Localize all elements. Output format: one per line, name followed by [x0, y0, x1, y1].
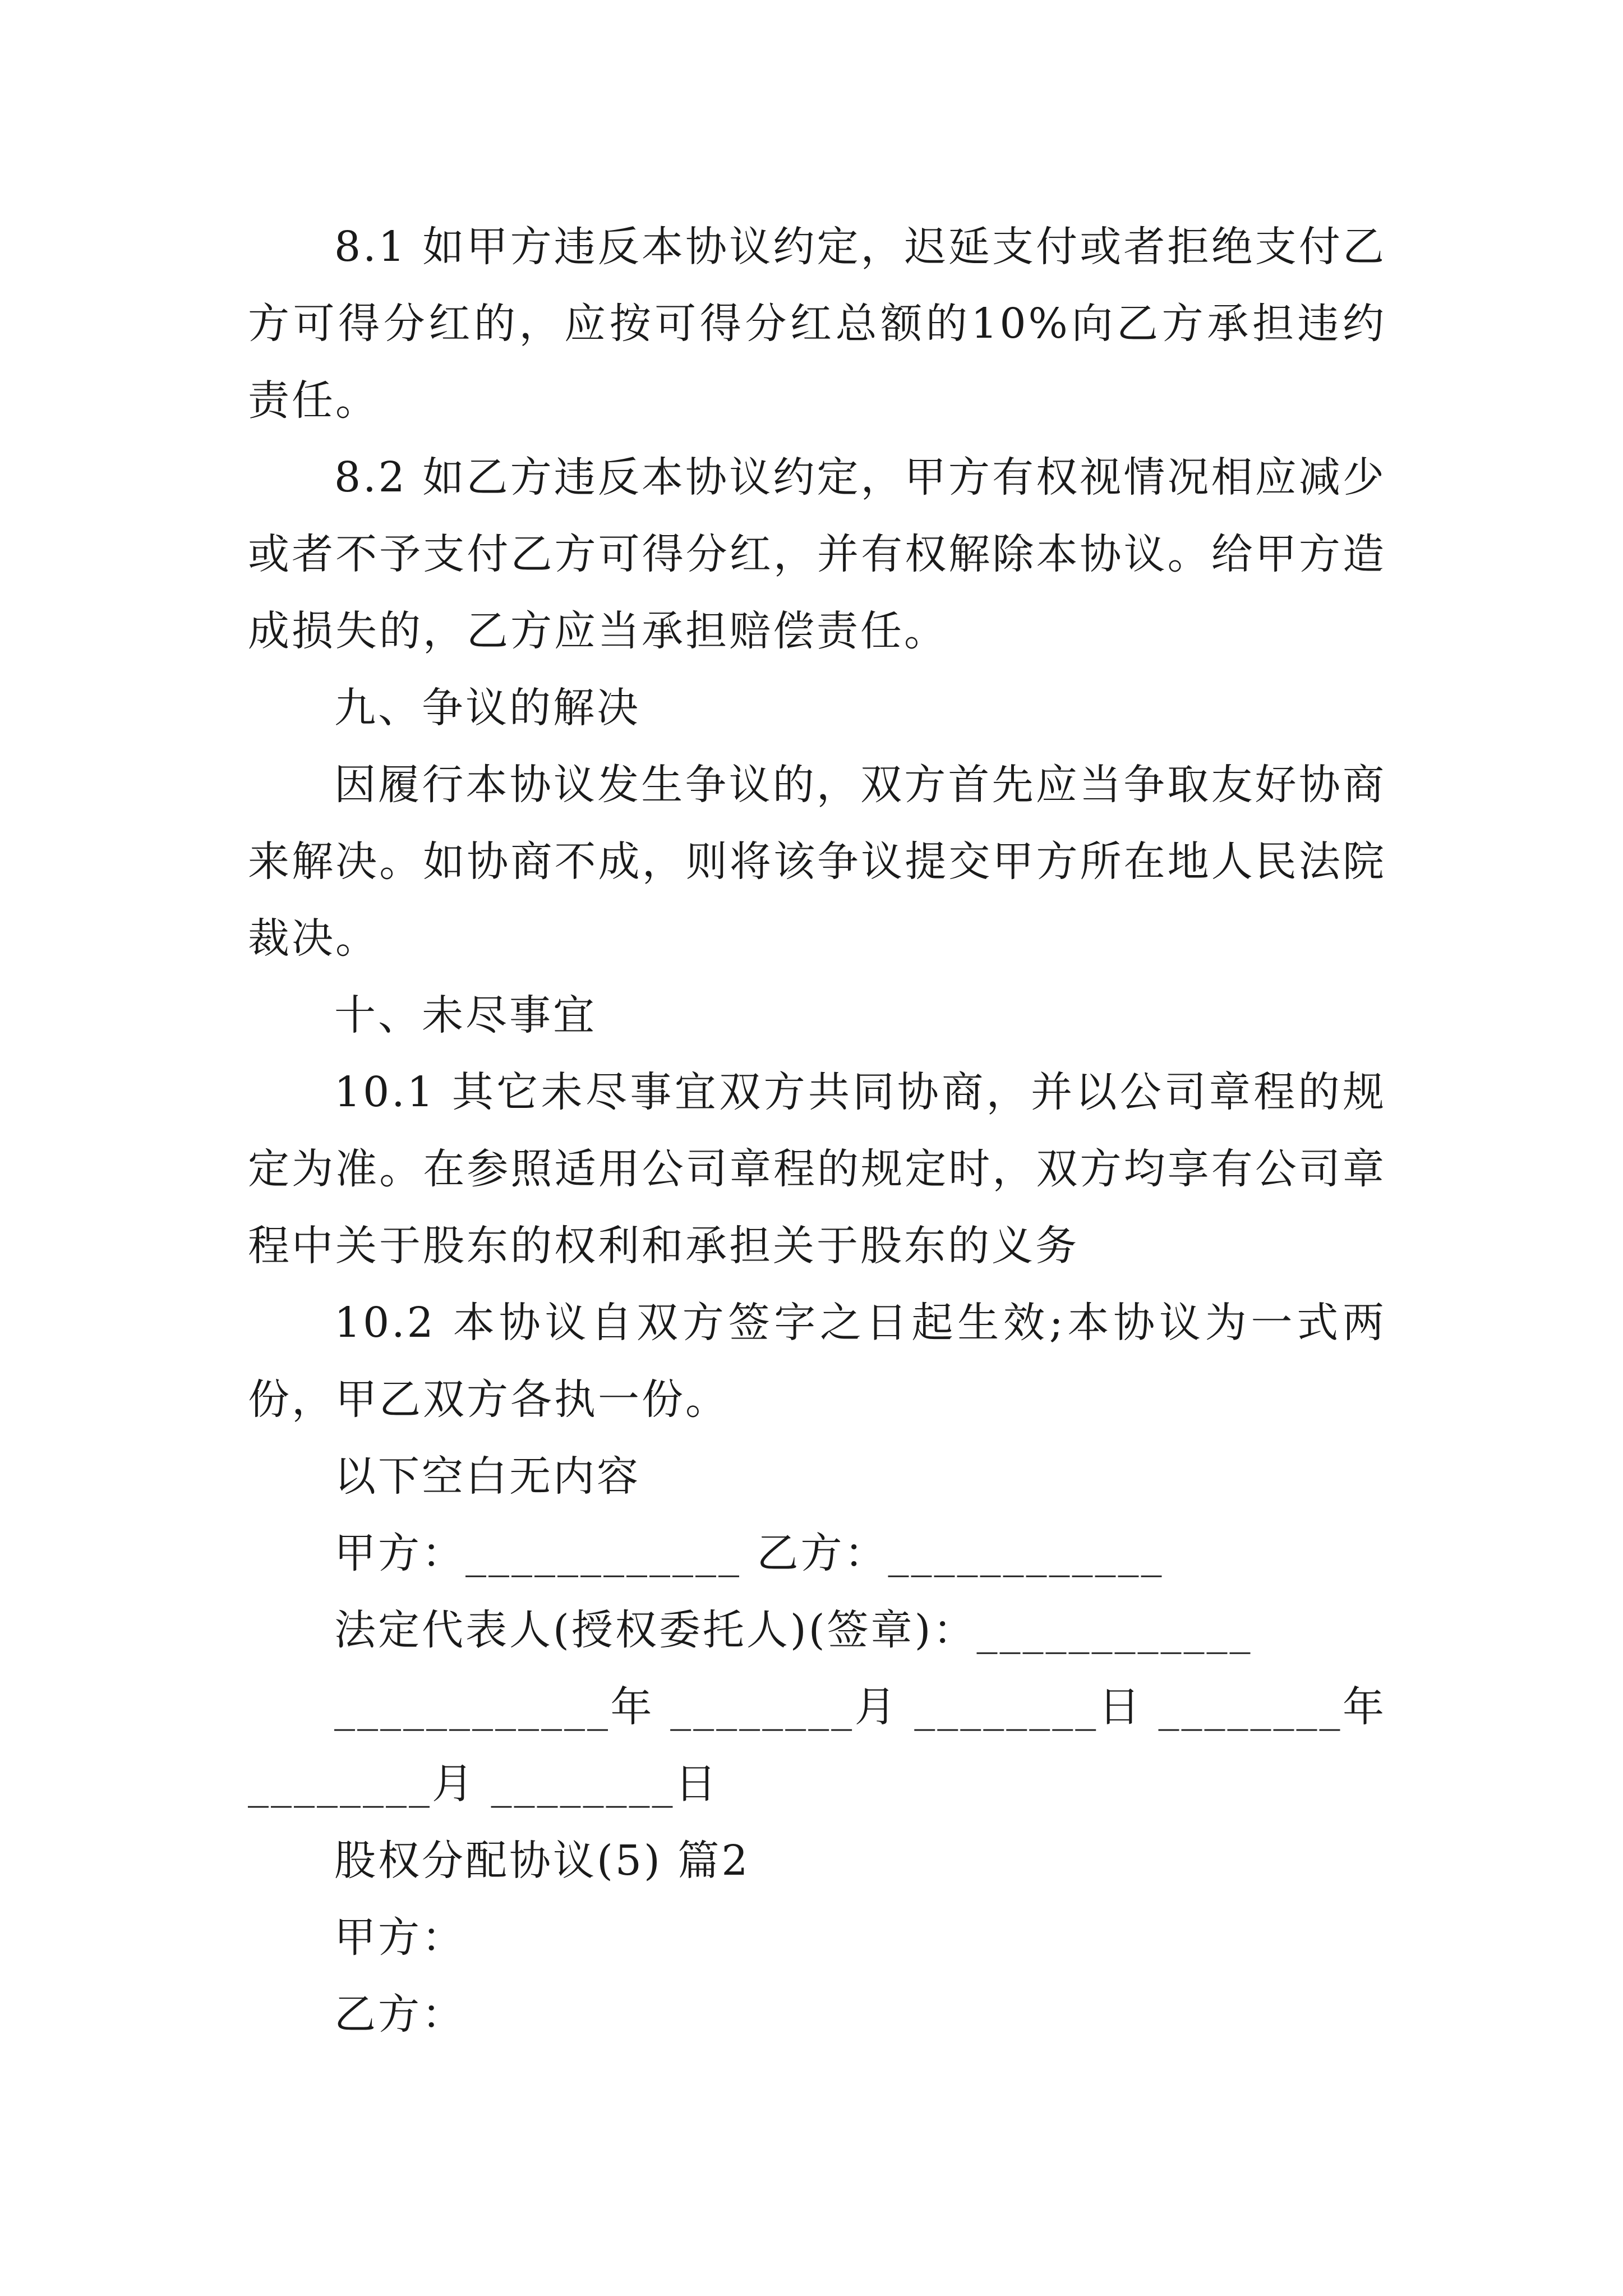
clause-8-1: 8.1 如甲方违反本协议约定，迟延支付或者拒绝支付乙方可得分红的，应按可得分红总额的10%向乙方承担违约责任。: [248, 223, 1386, 425]
clause-8-2: 8.2 如乙方违反本协议约定，甲方有权视情况相应减少或者不予支付乙方可得分红，并有权解除本协议。给甲方造成损失的，乙方应当承担赔偿责任。: [248, 453, 1386, 655]
party-a-label: 甲方：: [334, 1913, 465, 1962]
document-body: [248, 209, 1386, 2053]
party-signature-line: 甲方：____________ 乙方：____________: [334, 1529, 1164, 1577]
date-line: ____________年 ________月 ________日 ________年 ________月 ________日: [248, 1683, 1386, 1808]
clause-10-2: 10.2 本协议自双方签字之日起生效;本协议为一式两份，甲乙双方各执一份。: [248, 1299, 1386, 1424]
dispute-paragraph: 因履行本协议发生争议的，双方首先应当争取友好协商来解决。如协商不成，则将该争议提交甲方所在地人民法院裁决。: [248, 761, 1386, 963]
section-heading-dispute: 九、争议的解决: [334, 684, 640, 732]
party-b-label: 乙方：: [334, 1990, 465, 2039]
section-heading-misc: 十、未尽事宜: [334, 991, 597, 1039]
blank-notice: 以下空白无内容: [334, 1452, 640, 1501]
clause-10-1: 10.1 其它未尽事宜双方共同协商，并以公司章程的规定为准。在参照适用公司章程的规定时，双方均享有公司章程中关于股东的权利和承担关于股东的义务: [248, 1068, 1386, 1270]
agreement-title: 股权分配协议(5) 篇2: [334, 1837, 750, 1885]
representative-signature-line: 法定代表人(授权委托人)(签章)：____________: [334, 1606, 1253, 1654]
